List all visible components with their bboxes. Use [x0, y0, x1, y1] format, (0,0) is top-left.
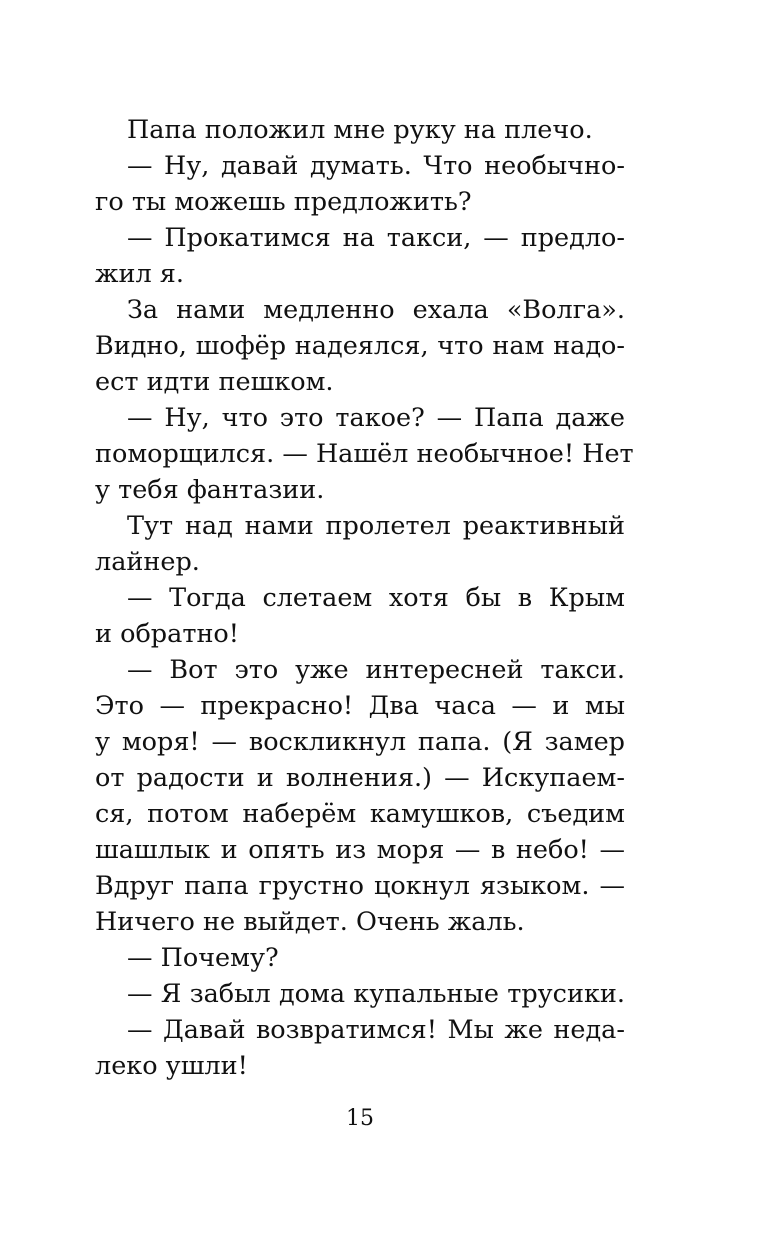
text-line: — Прокатимся на такси, — предло-	[127, 223, 625, 253]
text-line: Ничего не выйдет. Очень жаль.	[95, 907, 525, 937]
text-line: поморщился. — Нашёл необычное! Нет	[95, 439, 634, 469]
page-number: 15	[346, 1106, 374, 1131]
text-line: За нами медленно ехала «Волга».	[127, 295, 625, 325]
text-line: го ты можешь предложить?	[95, 187, 472, 217]
text-line: леко ушли!	[95, 1051, 248, 1081]
text-line: Тут над нами пролетел реактивный	[127, 511, 625, 541]
text-line: ся, потом наберём камушков, съедим	[95, 799, 625, 829]
text-line: — Ну, что это такое? — Папа даже	[127, 403, 625, 433]
text-line: ест идти пешком.	[95, 367, 334, 397]
text-line: — Тогда слетаем хотя бы в Крым	[127, 583, 625, 613]
text-line: — Почему?	[127, 943, 279, 973]
text-line: от радости и волнения.) — Искупаем-	[95, 763, 625, 793]
text-line: Видно, шофёр надеялся, что нам надо-	[95, 331, 625, 361]
text-line: — Вот это уже интересней такси.	[127, 655, 625, 685]
text-line: жил я.	[95, 259, 184, 289]
text-line: лайнер.	[95, 547, 200, 577]
text-line: — Я забыл дома купальные трусики.	[127, 979, 625, 1009]
text-line: у моря! — воскликнул папа. (Я замер	[95, 727, 625, 757]
text-line: у тебя фантазии.	[95, 475, 325, 505]
text-line: шашлык и опять из моря — в небо! —	[95, 835, 625, 865]
text-line: Вдруг папа грустно цокнул языком. —	[95, 871, 625, 901]
text-line: — Ну, давай думать. Что необычно-	[127, 151, 625, 181]
text-line: и обратно!	[95, 619, 240, 649]
text-line: Это — прекрасно! Два часа — и мы	[95, 691, 625, 721]
text-line: Папа положил мне руку на плечо.	[127, 115, 593, 145]
text-line: — Давай возвратимся! Мы же неда-	[127, 1015, 625, 1045]
